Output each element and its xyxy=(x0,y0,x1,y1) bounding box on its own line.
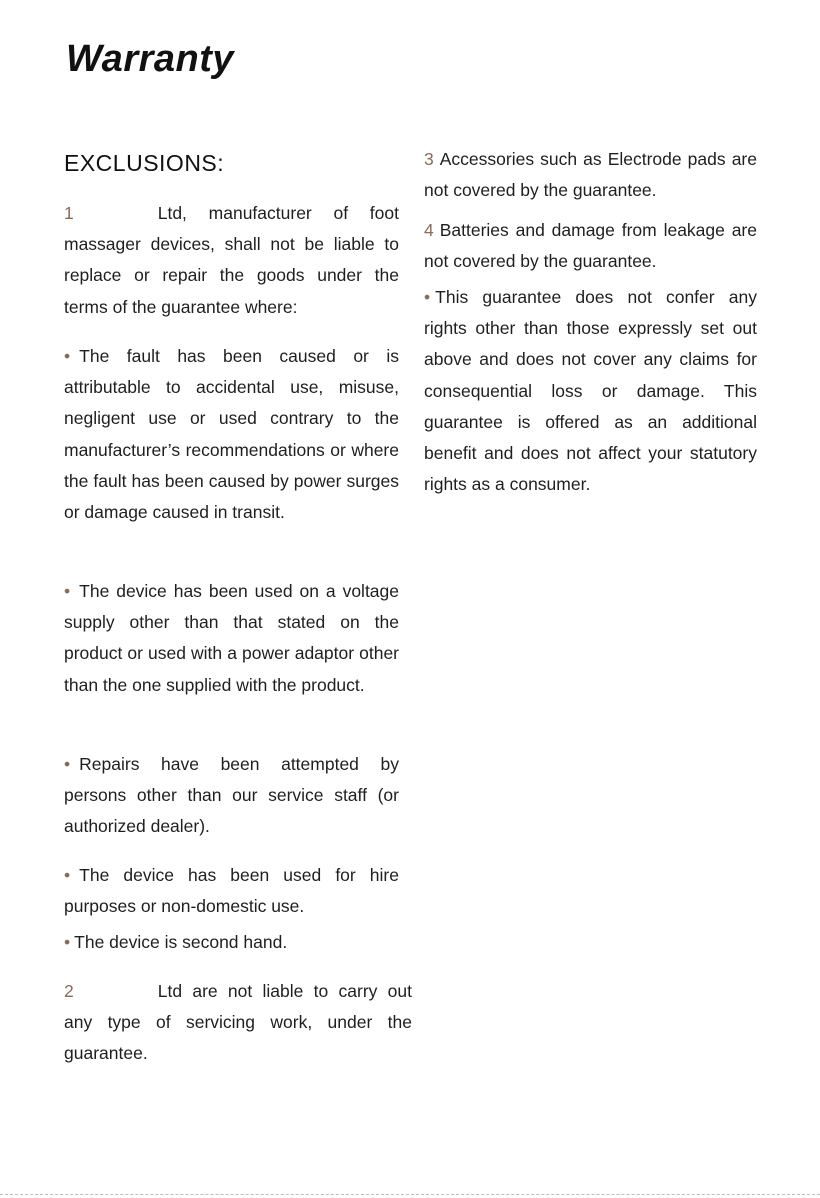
item-4-number: 4 xyxy=(424,220,434,240)
item-1-text: Ltd, manufacturer of foot massager devices, shall not be liable to replace or repair the goods under the terms of the guarantee where: xyxy=(64,203,399,317)
item-4-text: Batteries and damage from leakage are not covered by the guarantee. xyxy=(424,220,757,272)
item-2-text: Ltd are not liable to carry out any type of servicing work, under the guarantee. xyxy=(64,981,412,1064)
bullet-text: The device is second hand. xyxy=(74,932,288,952)
bullet-text: The device has been used for hire purposes or non-domestic use. xyxy=(64,865,399,917)
page-title: Warranty xyxy=(66,38,235,80)
bullet-voltage xyxy=(64,576,399,701)
bullet-icon: • xyxy=(64,754,71,774)
bullet-icon: • xyxy=(64,932,71,952)
bullet-repairs xyxy=(64,749,399,843)
item-3-text: Accessories such as Electrode pads are not covered by the guarantee. xyxy=(424,149,757,201)
bullet-text: Repairs have been attempted by persons other than our service staff (or authorized dealer). xyxy=(64,754,399,837)
bullet-statutory xyxy=(424,282,757,500)
exclusions-heading: EXCLUSIONS: xyxy=(64,150,225,176)
item-3 xyxy=(424,144,757,206)
bullet-icon: • xyxy=(64,346,71,366)
bullet-icon: • xyxy=(64,865,71,885)
bullet-text: The device has been used on a voltage supply other than that stated on the product or used with a power adaptor other than the one supplied with the product. xyxy=(64,581,399,695)
bullet-icon: • xyxy=(64,581,71,601)
bullet-fault xyxy=(64,341,399,528)
bullet-hire xyxy=(64,860,399,922)
bullet-second-hand xyxy=(64,927,399,958)
bullet-icon: • xyxy=(424,287,431,307)
bullet-text: This guarantee does not confer any rights other than those expressly set out above and does not cover any claims for consequential loss or damage. This guarantee is offered as an additional benefit and does not affect your statutory rights as a consumer. xyxy=(424,287,757,495)
item-1 xyxy=(64,198,399,323)
bullet-text: The fault has been caused or is attributable to accidental use, misuse, negligent use or used contrary to the manufacturer’s recommendations or where the fault has been caused by power surges or damage caused in transit. xyxy=(64,346,399,523)
item-1-number: 1 xyxy=(64,203,74,223)
item-4 xyxy=(424,215,757,277)
footer-divider xyxy=(0,1194,820,1195)
item-2-number: 2 xyxy=(64,981,74,1001)
item-3-number: 3 xyxy=(424,149,434,169)
item-2 xyxy=(64,976,412,1070)
